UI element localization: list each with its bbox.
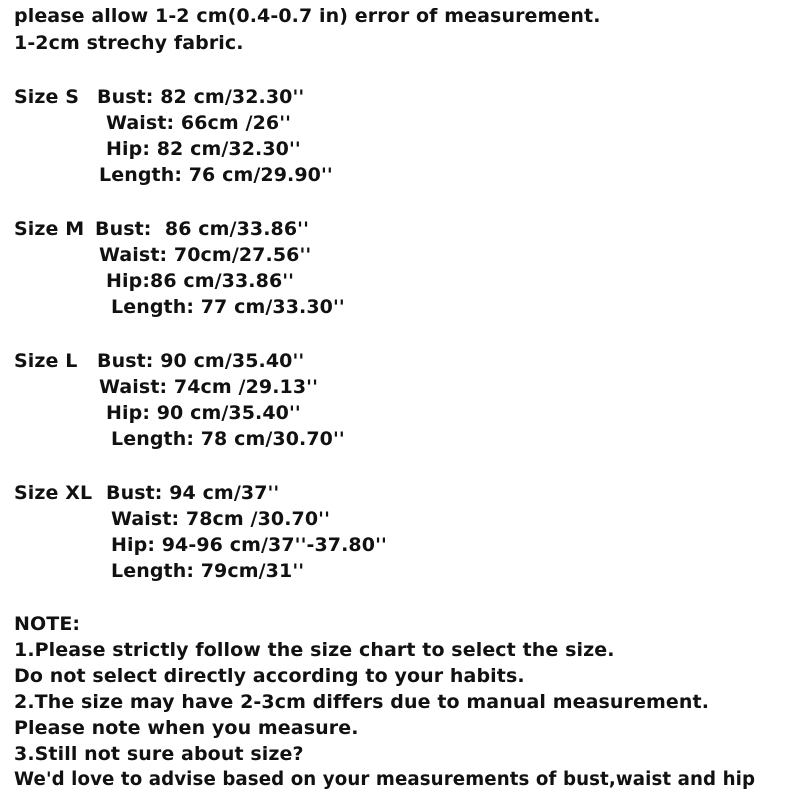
size-label-m: Size M [14, 218, 85, 240]
note-line: Please note when you measure. [14, 717, 359, 739]
size-s-hip: Hip: 82 cm/32.30'' [106, 138, 301, 160]
note-line: 1.Please strictly follow the size chart to select the size. [14, 639, 615, 661]
note-line: We'd love to advise based on your measurements of bust,waist and hip [14, 769, 756, 790]
size-xl-hip: Hip: 94-96 cm/37''-37.80'' [111, 534, 387, 556]
intro-error-note: please allow 1-2 cm(0.4-0.7 in) error of measurement. [14, 5, 601, 27]
size-m-waist: Waist: 70cm/27.56'' [99, 244, 312, 266]
size-label-xl: Size XL [14, 482, 93, 504]
size-label-s: Size S [14, 86, 80, 108]
size-m-hip: Hip:86 cm/33.86'' [106, 270, 295, 292]
note-line: 3.Still not sure about size? [14, 743, 304, 765]
size-l-waist: Waist: 74cm /29.13'' [99, 376, 319, 398]
note-heading: NOTE: [14, 613, 81, 635]
size-xl-bust: Bust: 94 cm/37'' [106, 482, 280, 504]
note-line: Do not select directly according to your habits. [14, 665, 525, 687]
size-xl-waist: Waist: 78cm /30.70'' [111, 508, 331, 530]
size-s-waist: Waist: 66cm /26'' [106, 112, 292, 134]
size-s-length: Length: 76 cm/29.90'' [99, 164, 333, 186]
size-s-bust: Bust: 82 cm/32.30'' [97, 86, 305, 108]
intro-fabric-note: 1-2cm strechy fabric. [14, 32, 244, 54]
size-label-l: Size L [14, 350, 78, 372]
size-m-bust: Bust: 86 cm/33.86'' [95, 218, 310, 240]
size-l-bust: Bust: 90 cm/35.40'' [97, 350, 305, 372]
size-xl-length: Length: 79cm/31'' [111, 560, 305, 582]
note-line: 2.The size may have 2-3cm differs due to manual measurement. [14, 691, 710, 713]
size-l-length: Length: 78 cm/30.70'' [111, 428, 345, 450]
size-m-length: Length: 77 cm/33.30'' [111, 296, 345, 318]
size-l-hip: Hip: 90 cm/35.40'' [106, 402, 301, 424]
